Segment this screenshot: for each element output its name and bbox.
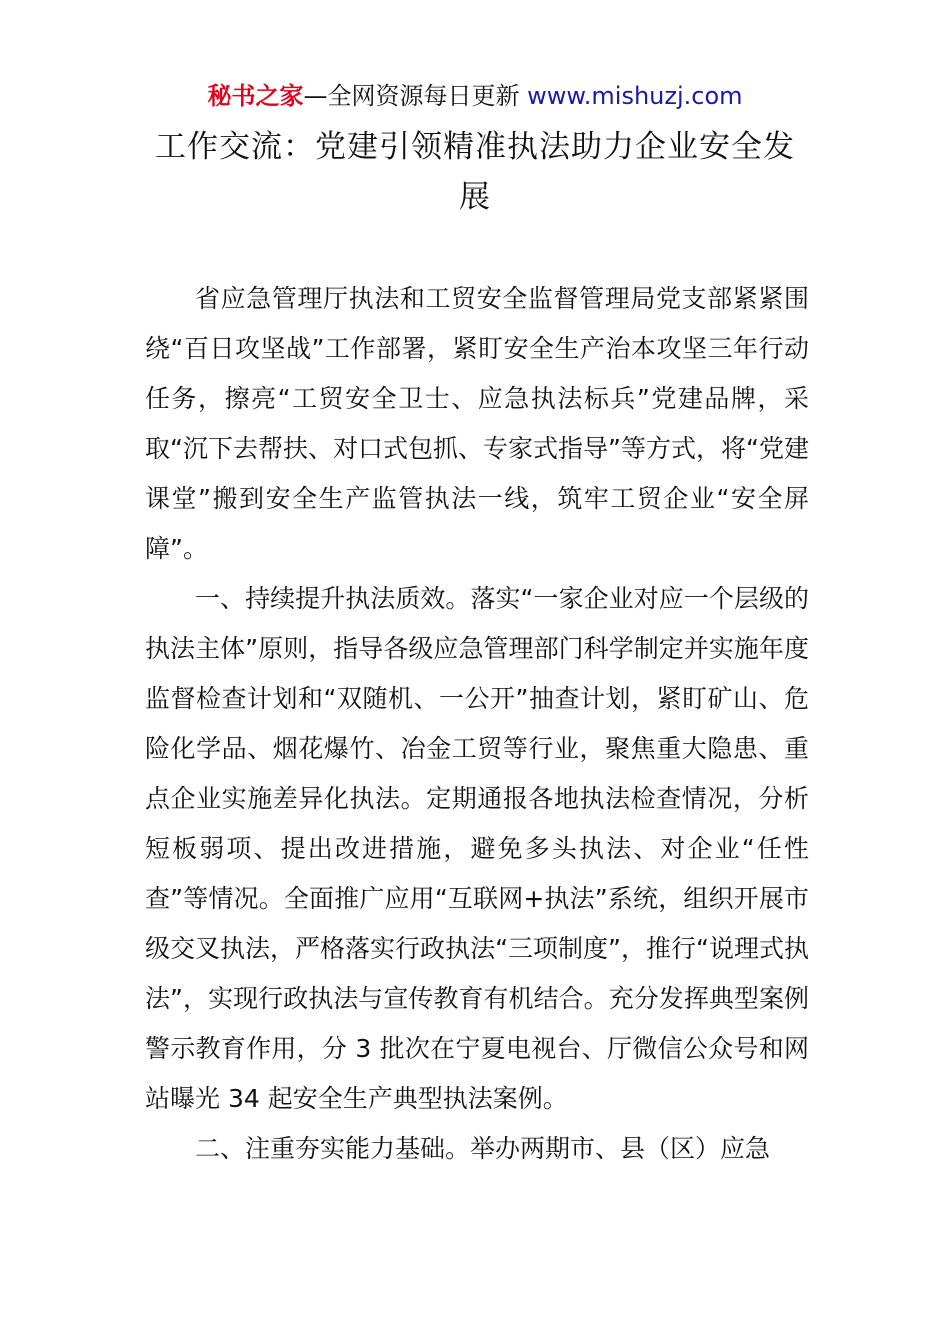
- site-header: [0, 78, 950, 114]
- document-title: 工作交流：党建引领精准执法助力企业安全发展: [155, 129, 795, 215]
- paragraph-intro: 省应急管理厅执法和工贸安全监督管理局党支部紧紧围绕“百日攻坚战”工作部署，紧盯安全生产治本攻坚三年行动任务，擦亮“工贸安全卫士、应急执法标兵”党建品牌，采取“沉下去帮扶、对口式包抓、专家式指导”等方式，将“党建课堂”搬到安全生产监管执法一线，筑牢工贸企业“安全屏障”。: [145, 284, 809, 563]
- header-slogan: —全网资源每日更新: [303, 82, 528, 110]
- paragraph-section-2: 二、注重夯实能力基础。举办两期市、县（区）应急: [195, 1134, 771, 1163]
- paragraph-section-1: 一、持续提升执法质效。落实“一家企业对应一个层级的执法主体”原则，指导各级应急管理部门科学制定并实施年度监督检查计划和“双随机、一公开”抽查计划，紧盯矿山、危险化学品、烟花爆竹、冶金工贸等行业，聚焦重大隐患、重点企业实施差异化执法。定期通报各地执法检查情况，分析短板弱项、提出改进措施，避免多头执法、对企业“任性查”等情况。全面推广应用“互联网+执法”系统，组织开展市级交叉执法，严格落实行政执法“三项制度”，推行“说理式执法”，实现行政执法与宣传教育有机结合。充分发挥典型案例警示教育作用，分 3 批次在宁夏电视台、厅微信公众号和网站曝光 34 起安全生产典型执法案例。: [145, 584, 809, 1113]
- brand-name: 秘书之家: [207, 82, 304, 110]
- document-body: [145, 274, 809, 1174]
- site-url[interactable]: www.mishuzj.com: [527, 82, 743, 110]
